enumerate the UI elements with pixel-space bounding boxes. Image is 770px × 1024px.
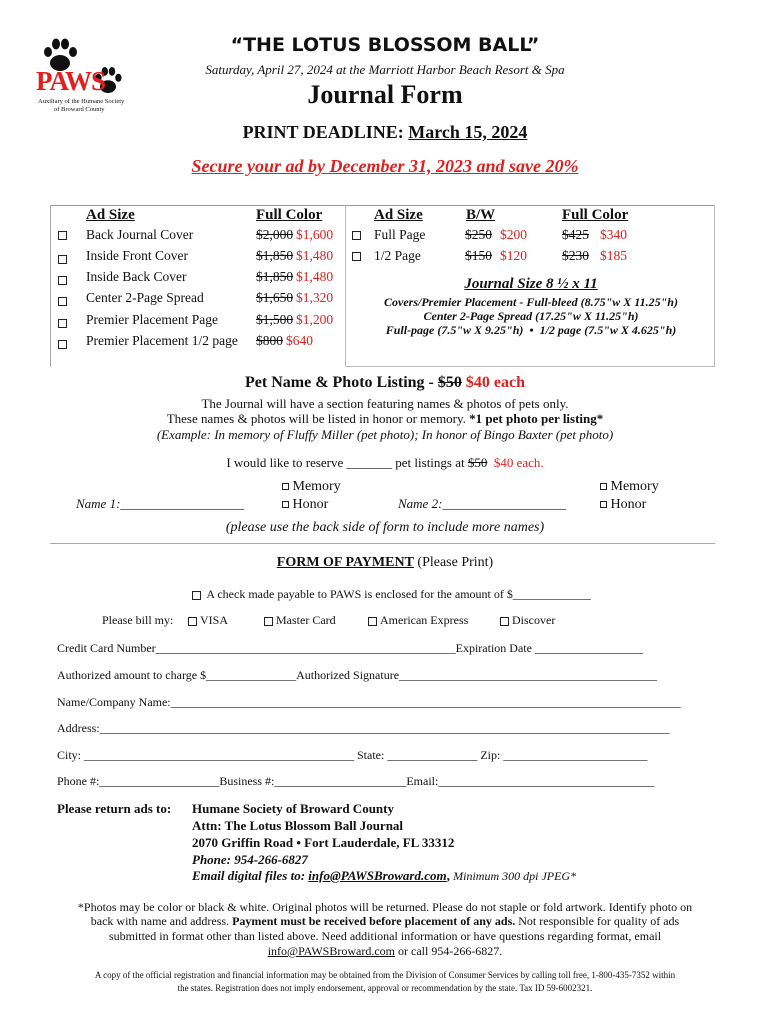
checkbox[interactable] [58,319,67,328]
checkbox[interactable] [58,255,67,264]
bill-label: Please bill my: [102,613,174,627]
name1-field[interactable]: Name 1:___________________ [76,496,244,511]
legal-line-1: A copy of the official registration and financial information may be obtained from the Division of Consumer Services by calling toll free, 1-800-435-7352 within [94,970,676,980]
table-left-rule [50,205,51,367]
checkbox[interactable] [352,252,361,261]
logo-subtitle-1: Auxiliary of the Humane Society [38,98,125,105]
return-line-2: Attn: The Lotus Blossom Ball Journal [192,818,404,833]
old-price: $2,000 [256,227,294,242]
new-price: $1,320 [296,290,334,305]
footer-p3: submitted in format other than listed above. Need additional information or have questions regarding format, email [108,929,662,943]
email-link[interactable]: info@PAWSBroward.com [308,868,447,883]
logo-subtitle-2: of Broward County [54,106,105,113]
payment-heading: FORM OF PAYMENT (Please Print) [276,555,494,570]
checkbox[interactable] [192,591,201,600]
return-email: Email digital files to: info@PAWSBroward.com, Minimum 300 dpi JPEG* [192,868,577,883]
new-price: $640 [286,333,313,348]
city-state-zip-field[interactable]: City: _____________________________________________ State: _______________ Zip: ________________________ [57,748,648,762]
name2-field[interactable]: Name 2:___________________ [398,496,566,511]
credit-card-field[interactable]: Credit Card Number__________________________________________________Expiration Date __________________ [57,641,643,655]
pet-reserve: I would like to reserve _______ pet listings at $50 $40 each. [226,455,544,470]
old-price: $1,850 [256,269,294,284]
pet-line2: These names & photos will be listed in honor or memory. *1 pet photo per listing* [166,411,604,426]
checkbox[interactable] [352,231,361,240]
new-price: $1,480 [296,269,334,284]
new-price: $1,200 [296,312,334,327]
journal-size: Journal Size 8 ½ x 11 [464,276,598,292]
card-amex: American Express [368,613,468,628]
return-phone: Phone: 954-266-6827 [192,852,308,867]
checkbox[interactable] [58,340,67,349]
logo-text: PAWS [36,66,106,96]
checkbox[interactable] [282,483,289,490]
card-discover: Discover [500,613,555,628]
left-col-ad-size: Ad Size [86,207,135,223]
phone-email-field[interactable]: Phone #:____________________Business #:______________________Email:____________________________________ [57,774,655,788]
ad-name: Premier Placement 1/2 page [86,333,238,348]
checkbox[interactable] [58,297,67,306]
address-field[interactable]: Address:_______________________________________________________________________________________________ [57,721,670,735]
ad-name: Inside Back Cover [86,269,187,284]
footer-p4: info@PAWSBroward.com or call 954-266-6827. [267,944,503,958]
old-price: $800 [256,333,283,348]
checkbox[interactable] [58,276,67,285]
checkbox[interactable] [282,501,289,508]
left-col-full-color: Full Color [256,207,323,223]
name2-honor: Honor [600,497,646,513]
deadline-label: PRINT DEADLINE: [242,122,404,142]
authorized-amount-field[interactable]: Authorized amount to charge $_______________Authorized Signature___________________________________________ [57,668,658,682]
return-label: Please return ads to: [57,801,172,816]
ad-name: Inside Front Cover [86,248,188,263]
checkbox[interactable] [58,231,67,240]
form-title: Journal Form [307,80,463,109]
new-price: $1,480 [296,248,334,263]
checkbox[interactable] [500,617,509,626]
promo-line: Secure your ad by December 31, 2023 and save 20% [191,156,579,176]
company-name-field[interactable]: Name/Company Name:_____________________________________________________________________________________ [57,695,681,709]
spec-covers: Covers/Premier Placement - Full-bleed (8.75"w X 11.25"h) [384,295,678,309]
pet-line1: The Journal will have a section featuring names & photos of pets only. [201,396,569,411]
checkbox[interactable] [368,617,377,626]
event-title: “THE LOTUS BLOSSOM BALL” [230,34,540,56]
right-col-ad-size: Ad Size [374,207,423,223]
card-visa: VISA [188,613,228,628]
old-price: $1,650 [256,290,294,305]
spec-page-sizes: Full-page (7.5"w X 9.25"h) • 1/2 page (7.5"w X 4.625"h) [385,323,677,337]
pet-example: (Example: In memory of Fluffy Miller (pet photo); In honor of Bingo Baxter (pet photo) [156,427,614,442]
ad-name: Back Journal Cover [86,227,194,242]
return-line-3: 2070 Griffin Road • Fort Lauderdale, FL 33312 [192,835,455,850]
event-details: Saturday, April 27, 2024 at the Marriott Harbor Beach Resort & Spa [205,62,565,77]
checkbox[interactable] [264,617,273,626]
right-col-bw: B/W [466,207,496,223]
pet-heading: Pet Name & Photo Listing - $50 $40 each [245,374,525,391]
bullet-icon: • [526,323,537,337]
footer-p1: *Photos may be color or black & white. Original photos will be returned. Please do not staple or fold artwork. Identify photo on [77,900,693,914]
new-price: $1,600 [296,227,334,242]
card-mastercard: Master Card [264,613,336,628]
return-line-1: Humane Society of Broward County [192,801,394,816]
section-divider [50,543,715,544]
checkbox[interactable] [188,617,197,626]
checkbox[interactable] [600,483,607,490]
check-line: A check made payable to PAWS is enclosed for the amount of $_____________ [192,587,591,602]
name1-honor: Honor [282,497,328,513]
right-row-full-page: Full Page $250 $200 $425 $340 [352,227,361,243]
back-side-note: (please use the back side of form to include more names) [225,520,545,535]
deadline-date: March 15, 2024 [408,122,528,142]
ad-name: Premier Placement Page [86,312,218,327]
right-row-half-page: 1/2 Page $150 $120 $230 $185 [352,248,361,264]
print-deadline [150,122,620,143]
footer-email-link[interactable]: info@PAWSBroward.com [267,944,395,958]
old-price: $1,850 [256,248,294,263]
name2-memory: Memory [600,479,659,495]
old-price: $1,500 [256,312,294,327]
right-col-full-color: Full Color [562,207,629,223]
footer-p2: back with name and address. Payment must be received before placement of any ads. Not responsible for quality of ads [90,914,680,928]
paws-logo [28,36,128,126]
spec-center-spread: Center 2-Page Spread (17.25"w X 11.25"h) [423,309,639,323]
ad-name: Center 2-Page Spread [86,290,204,305]
name1-memory: Memory [282,479,341,495]
checkbox[interactable] [600,501,607,508]
legal-line-2: the states. Registration does not imply endorsement, approval or recommendation by the state. Tax ID 59-6002321. [177,983,593,993]
